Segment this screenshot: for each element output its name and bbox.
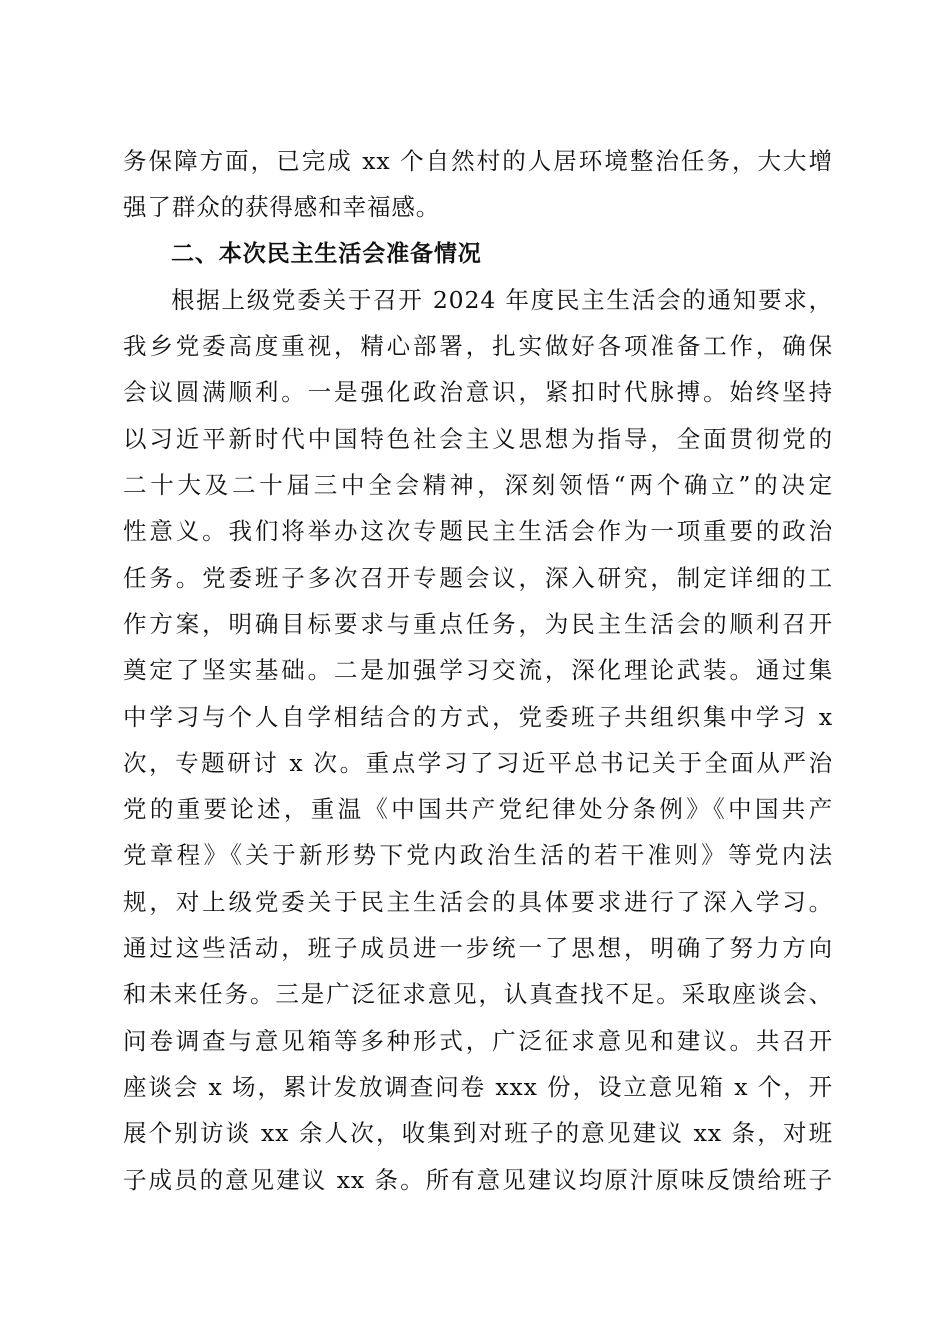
section-heading: 二、本次民主生活会准备情况 (171, 240, 482, 267)
text-line: 座谈会 x 场，累计发放调查问卷 xxx 份，设立意见箱 x 个，开 (123, 1072, 833, 1101)
text-line: 通过这些活动，班子成员进一步统一了思想，明确了努力方向 (123, 934, 833, 963)
text-line: 子成员的意见建议 xx 条。所有意见建议均原汁原味反馈给班子 (123, 1165, 833, 1194)
text-line: 任务。党委班子多次召开专题会议，深入研究，制定详细的工 (123, 563, 833, 592)
text-line: 展个别访谈 xx 余人次，收集到对班子的意见建议 xx 条，对班 (123, 1119, 833, 1148)
text-line: 根据上级党委关于召开 2024 年度民主生活会的通知要求， (171, 285, 833, 314)
text-line: 我乡党委高度重视，精心部署，扎实做好各项准备工作，确保 (123, 332, 833, 361)
text-line: 会议圆满顺利。一是强化政治意识，紧扣时代脉搏。始终坚持 (123, 378, 833, 407)
text-line: 和未来任务。三是广泛征求意见，认真查找不足。采取座谈会、 (123, 980, 833, 1009)
text-line: 问卷调查与意见箱等多种形式，广泛征求意见和建议。共召开 (123, 1026, 833, 1055)
text-line: 作方案，明确目标要求与重点任务，为民主生活会的顺利召开 (123, 609, 833, 638)
text-line: 党的重要论述，重温《中国共产党纪律处分条例》《中国共产 (123, 795, 833, 824)
text-line: 二十大及二十届三中全会精神，深刻领悟“两个确立”的决定 (123, 471, 833, 500)
text-line: 党章程》《关于新形势下党内政治生活的若干准则》等党内法 (123, 841, 833, 870)
text-line: 务保障方面，已完成 xx 个自然村的人居环境整治任务，大大增 (123, 147, 833, 175)
text-line: 奠定了坚实基础。二是加强学习交流，深化理论武装。通过集 (123, 656, 833, 685)
text-line: 以习近平新时代中国特色社会主义思想为指导，全面贯彻党的 (123, 424, 833, 453)
text-line: 中学习与个人自学相结合的方式，党委班子共组织集中学习 x (123, 702, 833, 731)
document-body (123, 138, 833, 1203)
text-line: 规，对上级党委关于民主生活会的具体要求进行了深入学习。 (123, 887, 833, 916)
text-line: 次，专题研讨 x 次。重点学习了习近平总书记关于全面从严治 (123, 748, 833, 777)
text-line: 强了群众的获得感和幸福感。 (123, 193, 441, 222)
text-line: 性意义。我们将举办这次专题民主生活会作为一项重要的政治 (123, 517, 833, 546)
